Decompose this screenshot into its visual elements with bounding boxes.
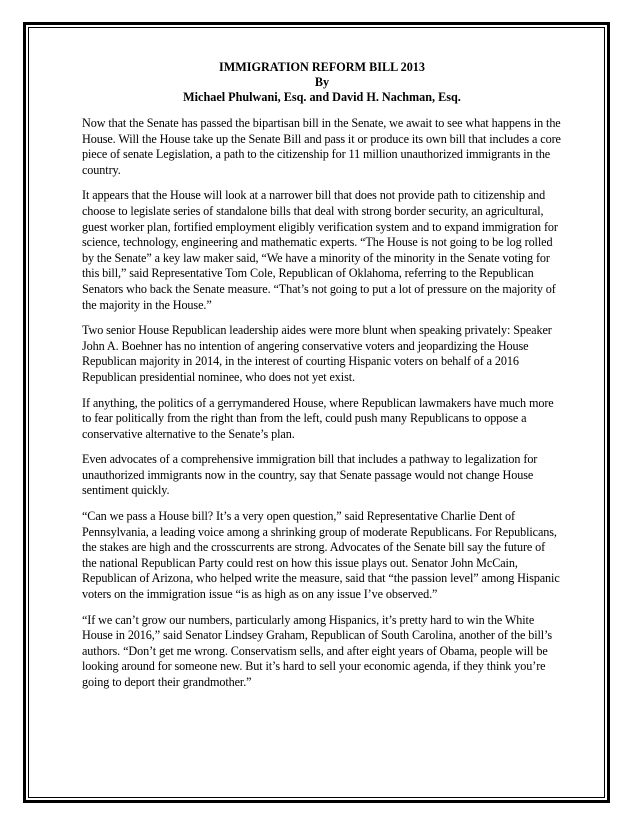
paragraph-3: Two senior House Republican leadership aides were more blunt when speaking privately: Speaker John A. Boehner has no intention of angering conservative voters and jeopardizing the House Republican majority in 2014, in the interest of courting Hispanic voters on behalf of a 2016 Republican presidential nominee, who does not yet exist. [82, 323, 552, 384]
paragraph-2: It appears that the House will look at a narrower bill that does not provide path to citizenship and choose to legislate series of standalone bills that deal with strong border security, an agricultural, guest worker plan, fortified employment eligibly verification system and to expand immigration for science, technology, engineering and mathematic experts. “The House is not going to be log rolled by the Senate” a key law maker said, “We have a minority of the minority in the Senate voting for this bill,” said Representative Tom Cole, Republican of Oklahoma, referring to the Republican Senators who back the Senate measure. “That’s not going to put a lot of pressure on the majority of the majority in the House.” [82, 188, 558, 312]
paragraph-7: “If we can’t grow our numbers, particularly among Hispanics, it’s pretty hard to win the White House in 2016,” said Senator Lindsey Graham, Republican of South Carolina, another of the bill’s authors. “Don’t get me wrong. Conservatism sells, and after eight years of Obama, people will be looking around for someone new. But it’s hard to sell your economic agenda, if they think you’re going to deport their grandmother.” [82, 612, 553, 689]
paragraph-5: Even advocates of a comprehensive immigration bill that includes a pathway to legalization for unauthorized immigrants now in the country, say that Senate passage would not change House sentiment quickly. [82, 452, 538, 498]
document-body [82, 60, 562, 701]
authors-line: Michael Phulwani, Esq. and David H. Nachman, Esq. [183, 90, 461, 104]
document-header [82, 60, 562, 105]
paragraph-1: Now that the Senate has passed the bipartisan bill in the Senate, we await to see what happens in the House. Will the House take up the Senate Bill and pass it or produce its own bill that includes a core piece of senate Legislation, a path to the citizenship for 11 million unauthorized immigrants in the country. [82, 116, 561, 177]
by-line: By [314, 75, 330, 89]
document-title: IMMIGRATION REFORM BILL 2013 [219, 60, 425, 74]
paragraph-4: If anything, the politics of a gerrymandered House, where Republican lawmakers have much more to fear politically from the right than from the left, could push many Republicans to oppose a conservative alternative to the Senate’s plan. [82, 395, 554, 441]
paragraph-6: “Can we pass a House bill? It’s a very open question,” said Representative Charlie Dent of Pennsylvania, a leading voice among a shrinking group of moderate Republicans. For Republicans, the stakes are high and the crosscurrents are strong. Advocates of the Senate bill say the future of the national Republican Party could rest on how this issue plays out. Senator John McCain, Republican of Arizona, who helped write the measure, said that “the passion level” among Hispanic voters on the immigration issue “is as high as on any issue I’ve observed.” [82, 509, 560, 602]
